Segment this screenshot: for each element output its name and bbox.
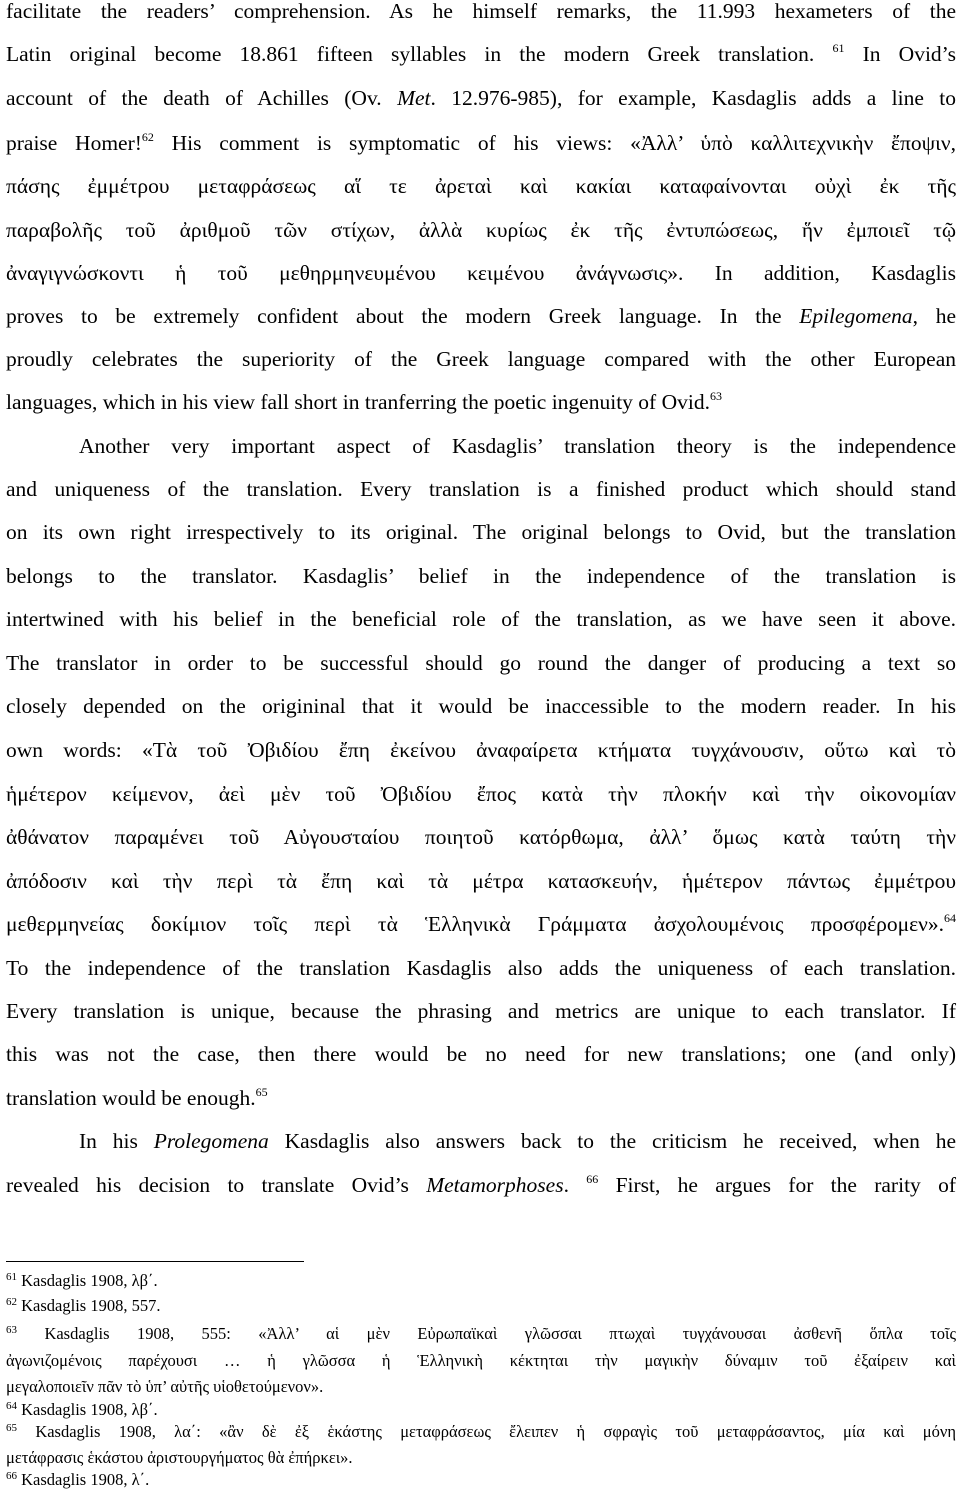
text-line: facilitate the readers’ comprehension. As he himself remarks, the 11.993 hexameters of the bbox=[6, 0, 956, 23]
footnote-ref[interactable]: 63 bbox=[709, 389, 722, 403]
text-line: μεθερμηνείας δοκίμιον τοῖς περὶ τὰ Ἑλληνικὰ Γράμματα ἀσχολουμένοις προσφέρομεν».$^{64}$ bbox=[6, 911, 956, 936]
footnote: $^{63}$ Kasdaglis 1908, 555: «Ἀλλ’ αἱ μὲν Εὐρωπαϊκαὶ γλῶσσαι πτωχαὶ τυγχάνουσαι ἀσθενῆ ὅπλα τοῖς bbox=[6, 1324, 956, 1343]
footnote-ref[interactable]: 62 bbox=[141, 130, 154, 144]
text-line: own words: «Τὰ τοῦ Ὀβιδίου ἔπη ἐκείνου ἀναφαίρετα κτήματα τυγχάνουσιν, οὕτω καὶ τὸ bbox=[6, 738, 956, 762]
text-line: Another very important aspect of Kasdaglis’ translation theory is the independence bbox=[79, 434, 956, 458]
footnote: $^{64}$ Kasdaglis 1908, λβ΄. bbox=[6, 1400, 158, 1419]
footnote-separator bbox=[6, 1261, 304, 1262]
text-line: The translator in order to be successful should go round the danger of producing a text so bbox=[6, 651, 956, 675]
text-line: In his Prolegomena Kasdaglis also answers back to the criticism he received, when he bbox=[79, 1129, 956, 1153]
text-line: revealed his decision to translate Ovid’s Metamorphoses. $^{66}$ First, he argues for the rarity of bbox=[6, 1172, 957, 1197]
footnote-ref[interactable]: 61 bbox=[832, 41, 845, 55]
text-line: ἀπόδοσιν καὶ τὴν περὶ τὰ ἔπη καὶ τὰ μέτρα κατασκευήν, ἡμέτερον πάντως ἐμμέτρου bbox=[6, 869, 956, 893]
footnote-ref[interactable]: 65 bbox=[255, 1085, 268, 1099]
text-line: on its own right irrespectively to its original. The original belongs to Ovid, but the translation bbox=[6, 520, 956, 544]
footnote: $^{66}$ Kasdaglis 1908, λ΄. bbox=[6, 1470, 150, 1489]
text-line: closely depended on the origininal that it would be inaccessible to the modern reader. In his bbox=[6, 694, 956, 718]
footnote-ref[interactable]: 64 bbox=[944, 911, 956, 925]
footnote-ref[interactable]: 66 bbox=[586, 1172, 599, 1186]
text-line: praise Homer!$^{62}$ His comment is symptomatic of his views: «Ἀλλ’ ὑπὸ καλλιτεχνικὴν ἔποψιν, bbox=[6, 130, 956, 155]
text-line: intertwined with his belief in the beneficial role of the translation, as we have seen it above. bbox=[6, 607, 956, 631]
text-line: languages, which in his view fall short in tranferring the poetic ingenuity of Ovid.$^{63}$ bbox=[6, 389, 722, 414]
text-line: To the independence of the translation Kasdaglis also adds the uniqueness of each translation. bbox=[6, 956, 956, 980]
text-line: παραβολῆς τοῦ ἀριθμοῦ τῶν στίχων, ἀλλὰ κυρίως ἐκ τῆς ἐντυπώσεως, ἥν ἐμποιεῖ τῷ bbox=[6, 218, 956, 242]
text-line: account of the death of Achilles (Ov. Met. 12.976-985), for example, Kasdaglis adds a line to bbox=[6, 86, 957, 110]
text-line: Latin original become 18.861 fifteen syllables in the modern Greek translation. $^{61}$ In Ovid’s bbox=[6, 41, 957, 66]
text-line: translation would be enough.$^{65}$ bbox=[6, 1085, 268, 1110]
text-line: belongs to the translator. Kasdaglis’ belief in the independence of the translation is bbox=[6, 564, 956, 588]
text-line: proves to be extremely confident about the modern Greek language. In the Epilegomena, he bbox=[6, 304, 957, 328]
text-line: this was not the case, then there would be no need for new translations; one (and only) bbox=[6, 1042, 956, 1066]
text-line: Every translation is unique, because the phrasing and metrics are unique to each translator. If bbox=[6, 999, 956, 1023]
footnote-continuation: μεγαλοποιεῖν πᾶν τὸ ὑπ’ αὐτῆς υἱοθετούμενον». bbox=[6, 1377, 324, 1396]
text-line: ἀναγιγνώσκοντι ἡ τοῦ μεθηρμηνευμένου κειμένου ἀνάγνωσις». In addition, Kasdaglis bbox=[6, 261, 956, 285]
footnote: $^{65}$ Kasdaglis 1908, λα΄: «ἂν δὲ ἐξ ἑκάστης μεταφράσεως ἔλειπεν ἡ σφραγὶς τοῦ μεταφράσαντος, μία καὶ μόνη bbox=[6, 1422, 956, 1441]
footnote-continuation: ἀγωνιζομένοις παρέχουσι … ἡ γλῶσσα ἡ Ἑλληνικὴ κέκτηται τὴν μαγικὴν δύναμιν τοῦ ἐξαίρειν καὶ bbox=[6, 1351, 956, 1370]
footnote: $^{62}$ Kasdaglis 1908, 557. bbox=[6, 1296, 161, 1315]
footnote: $^{61}$ Kasdaglis 1908, λβ΄. bbox=[6, 1271, 158, 1290]
text-line: ἀθάνατον παραμένει τοῦ Αὐγουσταίου ποιητοῦ κατόρθωμα, ἀλλ’ ὅμως κατὰ ταύτη τὴν bbox=[6, 825, 956, 849]
text-line: ἡμέτερον κείμενον, ἀεὶ μὲν τοῦ Ὀβιδίου ἔπος κατὰ τὴν πλοκήν καὶ τὴν οἰκονομίαν bbox=[6, 782, 956, 806]
text-line: proudly celebrates the superiority of the Greek language compared with the other European bbox=[6, 347, 956, 371]
text-line: πάσης ἐμμέτρου μεταφράσεως αἵ τε ἀρεταὶ καὶ κακίαι καταφαίνονται οὐχὶ ἐκ τῆς bbox=[6, 174, 956, 198]
text-line: and uniqueness of the translation. Every translation is a finished product which should stand bbox=[6, 477, 956, 501]
footnote-continuation: μετάφρασις ἑκάστου ἀριστουργήματος θὰ ἐπήρκει». bbox=[6, 1448, 353, 1467]
